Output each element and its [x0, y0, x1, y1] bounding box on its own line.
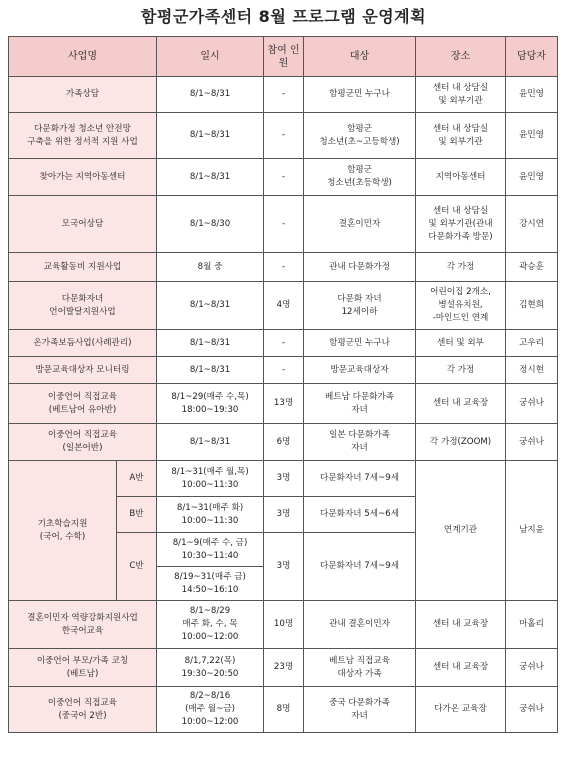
- class-label: A반: [117, 461, 157, 497]
- program-place: 각 가정(ZOOM): [416, 424, 506, 461]
- header-date: 일시: [157, 37, 264, 77]
- table-row: [9, 253, 558, 282]
- program-count: 8명: [264, 687, 304, 733]
- program-staff: 강시연: [506, 196, 558, 253]
- program-count: 4명: [264, 282, 304, 330]
- program-date: 8/1~8/31: [157, 159, 264, 196]
- program-place: 센터 내 교육장: [416, 649, 506, 687]
- header-program: 사업명: [9, 37, 157, 77]
- program-target: 일본 다문화가족 자녀: [304, 424, 416, 461]
- program-place: 다가온 교육장: [416, 687, 506, 733]
- program-count: -: [264, 357, 304, 384]
- program-date: 8/1~8/31: [157, 113, 264, 159]
- program-date: 8/1~8/30: [157, 196, 264, 253]
- program-date: 8/1~8/31: [157, 424, 264, 461]
- program-count: -: [264, 77, 304, 113]
- table-row: [9, 424, 558, 461]
- program-target: 다문화자녀 7세~9세: [304, 461, 416, 497]
- program-date: 8월 중: [157, 253, 264, 282]
- program-count: 10명: [264, 601, 304, 649]
- program-count: 3명: [264, 533, 304, 601]
- program-staff: 김현희: [506, 282, 558, 330]
- program-target: 함평군 청소년(초~고등학생): [304, 113, 416, 159]
- program-staff: 곽승훈: [506, 253, 558, 282]
- program-target: 다문화자녀 5세~6세: [304, 497, 416, 533]
- table-row: [9, 282, 558, 330]
- program-place: 어린이집 2개소, 병설유치원, -마인드인 연계: [416, 282, 506, 330]
- program-count: 3명: [264, 461, 304, 497]
- program-staff: 정시현: [506, 357, 558, 384]
- program-date: 8/1~29(매주 수,목) 18:00~19:30: [157, 384, 264, 424]
- program-name: 이중언어 부모/가족 코칭 (베트남): [9, 649, 157, 687]
- program-name: 교육활동비 지원사업: [9, 253, 157, 282]
- program-target: 함평군민 누구나: [304, 330, 416, 357]
- program-place: 센터 내 상담실 및 외부기관: [416, 77, 506, 113]
- program-staff: 윤민영: [506, 159, 558, 196]
- program-staff: 궁쉬나: [506, 424, 558, 461]
- table-header-row: [9, 37, 558, 77]
- program-date: 8/1,7,22(목) 19:30~20:50: [157, 649, 264, 687]
- program-count: 6명: [264, 424, 304, 461]
- program-date: 8/1~8/31: [157, 282, 264, 330]
- program-name: 기초학습지원 (국어, 수학): [9, 461, 117, 601]
- table-row: [9, 196, 558, 253]
- program-name: 다문화가정 청소년 안전망 구축을 위한 정서적 지원 사업: [9, 113, 157, 159]
- table-row: [9, 357, 558, 384]
- program-table: [8, 36, 558, 733]
- table-row: [9, 687, 558, 733]
- table-row: [9, 77, 558, 113]
- program-staff: 궁쉬나: [506, 384, 558, 424]
- program-count: 23명: [264, 649, 304, 687]
- program-date: 8/1~31(매주 화) 10:00~11:30: [157, 497, 264, 533]
- program-place: 센터 내 교육장: [416, 384, 506, 424]
- program-place: 센터 내 상담실 및 외부기관: [416, 113, 506, 159]
- table-row: [9, 159, 558, 196]
- table-row-basic-a: [9, 461, 558, 497]
- program-count: 13명: [264, 384, 304, 424]
- program-count: -: [264, 159, 304, 196]
- program-place: 각 가정: [416, 357, 506, 384]
- header-count: 참여 인원: [264, 37, 304, 77]
- program-date: 8/19~31(매주 금) 14:50~16:10: [157, 567, 264, 601]
- program-target: 다문화자녀 7세~9세: [304, 533, 416, 601]
- program-target: 관내 다문화가정: [304, 253, 416, 282]
- program-target: 다문화 자녀 12세이하: [304, 282, 416, 330]
- program-date: 8/1~8/31: [157, 330, 264, 357]
- program-staff: 궁쉬나: [506, 649, 558, 687]
- program-target: 베트남 직접교육 대상자 가족: [304, 649, 416, 687]
- class-label: C반: [117, 533, 157, 601]
- program-target: 함평군민 누구나: [304, 77, 416, 113]
- program-date: 8/1~31(매주 월,목) 10:00~11:30: [157, 461, 264, 497]
- program-name: 다문화자녀 언어발달지원사업: [9, 282, 157, 330]
- page-title: 함평군가족센터 8월 프로그램 운영계획: [140, 7, 427, 26]
- program-place: 지역아동센터: [416, 159, 506, 196]
- program-name: 이중언어 직접교육 (베트남어 유아반): [9, 384, 157, 424]
- header-staff: 담당자: [506, 37, 558, 77]
- program-name: 온가족보듬사업(사례관리): [9, 330, 157, 357]
- program-target: 베트남 다문화가족 자녀: [304, 384, 416, 424]
- header-place: 장소: [416, 37, 506, 77]
- table-row: [9, 113, 558, 159]
- program-date: 8/1~8/31: [157, 77, 264, 113]
- class-label: B반: [117, 497, 157, 533]
- program-name: 방문교육대상자 모니터링: [9, 357, 157, 384]
- program-date: 8/1~9(매주 수, 금) 10:30~11:40: [157, 533, 264, 567]
- program-date: 8/2~8/16 (매주 월~금) 10:00~12:00: [157, 687, 264, 733]
- program-count: -: [264, 253, 304, 282]
- program-count: -: [264, 196, 304, 253]
- program-count: 3명: [264, 497, 304, 533]
- program-count: -: [264, 113, 304, 159]
- header-target: 대상: [304, 37, 416, 77]
- program-date: 8/1~8/31: [157, 357, 264, 384]
- program-count: -: [264, 330, 304, 357]
- program-name: 이중언어 직접교육 (일본어반): [9, 424, 157, 461]
- program-place: 센터 및 외부: [416, 330, 506, 357]
- program-target: 함평군 청소년(초등학생): [304, 159, 416, 196]
- program-staff: 남지윤: [506, 461, 558, 601]
- program-name: 가족상담: [9, 77, 157, 113]
- table-row: [9, 330, 558, 357]
- table-row: [9, 601, 558, 649]
- table-row: [9, 649, 558, 687]
- program-place: 센터 내 상담실 및 외부기관(관내 다문화가족 방문): [416, 196, 506, 253]
- program-staff: 고우리: [506, 330, 558, 357]
- program-target: 결혼이민자: [304, 196, 416, 253]
- program-name: 결혼이민자 역량강화지원사업 한국어교육: [9, 601, 157, 649]
- program-name: 찾아가는 지역아동센터: [9, 159, 157, 196]
- program-place: 연계기관: [416, 461, 506, 601]
- program-name: 모국어상담: [9, 196, 157, 253]
- program-place: 센터 내 교육장: [416, 601, 506, 649]
- program-target: 관내 결혼이민자: [304, 601, 416, 649]
- program-staff: 마홀리: [506, 601, 558, 649]
- program-target: 중국 다문화가족 자녀: [304, 687, 416, 733]
- program-place: 각 가정: [416, 253, 506, 282]
- program-name: 이중언어 직접교육 (중국어 2반): [9, 687, 157, 733]
- program-target: 방문교육대상자: [304, 357, 416, 384]
- program-staff: 윤민영: [506, 77, 558, 113]
- program-staff: 궁쉬나: [506, 687, 558, 733]
- program-date: 8/1~8/29 매주 화, 수, 목 10:00~12:00: [157, 601, 264, 649]
- program-staff: 윤민영: [506, 113, 558, 159]
- table-row: [9, 384, 558, 424]
